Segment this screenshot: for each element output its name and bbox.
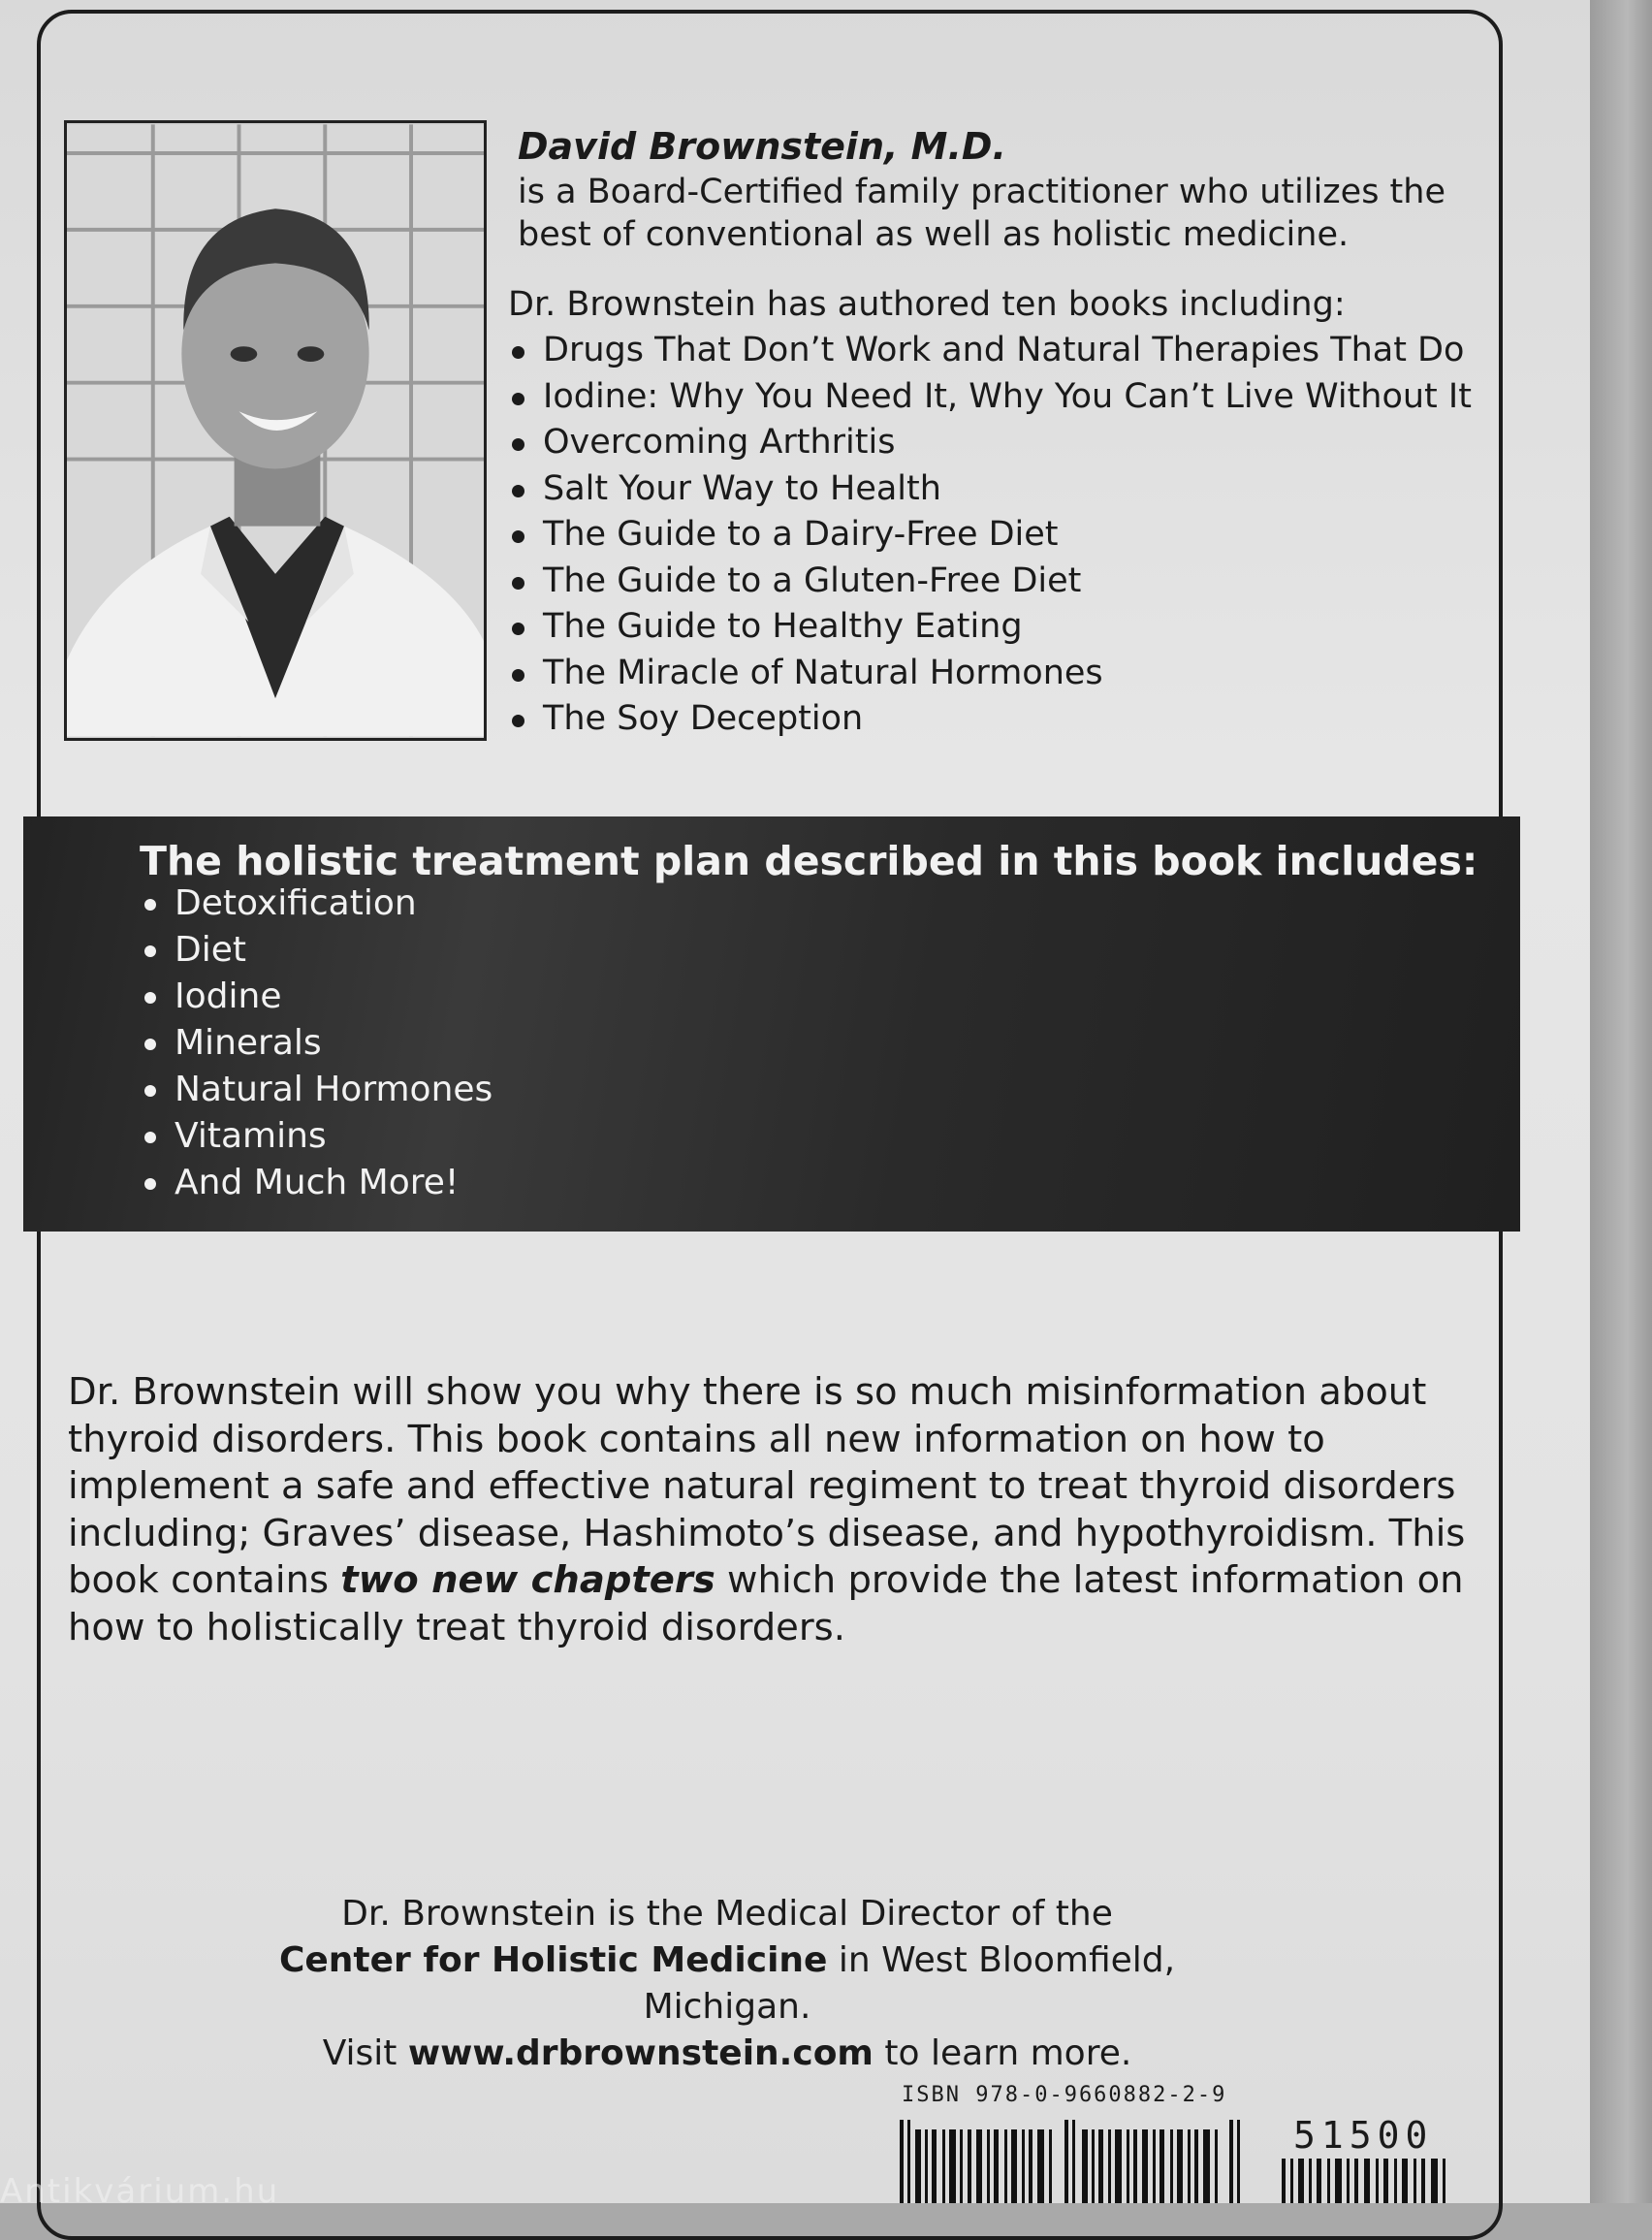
director-line: Dr. Brownstein is the Medical Director of the [341,1894,1113,1934]
treatment-item: Natural Hormones [142,1067,492,1113]
book-item: The Guide to a Dairy-Free Diet [508,512,1487,559]
visit-suffix: to learn more. [873,2033,1132,2073]
author-name: David Brownstein, M.D. [518,125,1006,168]
treatment-item: Iodine [142,974,492,1020]
website-link[interactable]: www.drbrownstein.com [407,2033,874,2073]
center-line [194,1937,1260,2031]
book-spine-edge [1590,0,1652,2203]
center-name: Center for Holistic Medicine [278,1940,828,1980]
description-emphasis: two new chapters [340,1558,715,1602]
treatment-item: Diet [142,927,492,974]
isbn-number: ISBN 978-0-9660882-2-9 [902,2083,1227,2107]
watermark-text: Antikvárium.hu [0,2172,280,2211]
book-item: The Miracle of Natural Hormones [508,651,1487,697]
description-text-end: which provide the latest information on how to holistically treat thyroid disorders. [68,1558,1464,1649]
treatment-item: Minerals [142,1020,492,1067]
treatment-heading: The holistic treatment plan described in this book includes: [140,838,1478,884]
book-item: Overcoming Arthritis [508,420,1487,466]
author-photo [64,120,487,741]
price-code: 51500 [1293,2114,1434,2157]
book-item: Iodine: Why You Need It, Why You Can’t Live Without It [508,374,1487,421]
treatment-item: And Much More! [142,1160,492,1206]
treatment-item: Detoxification [142,880,492,927]
book-item: Drugs That Don’t Work and Natural Therapies That Do [508,328,1487,374]
treatment-plan-band [23,816,1520,1232]
treatment-list [142,880,492,1206]
book-item: The Soy Deception [508,696,1487,743]
price-barcode [1282,2159,1452,2203]
visit-line [194,2031,1260,2077]
treatment-item: Vitamins [142,1113,492,1160]
book-item: Salt Your Way to Health [508,466,1487,513]
visit-prefix: Visit [322,2033,408,2073]
book-description [68,1369,1483,1651]
isbn-barcode [900,2120,1249,2203]
book-list [508,328,1487,743]
book-item: The Guide to Healthy Eating [508,604,1487,651]
center-location: in West Bloomfield, Michigan. [643,1940,1176,2027]
book-item: The Guide to a Gluten-Free Diet [508,559,1487,605]
author-intro: is a Board-Certified family practitioner who utilizes the best of conventional as well as holistic medicine. [518,173,1446,254]
books-intro: Dr. Brownstein has authored ten books including: [508,285,1346,324]
author-bio [508,122,1487,743]
director-info [194,1891,1260,2077]
description-text: Dr. Brownstein will show you why there is so much misinformation about thyroid disorders. This book contains all new information on how to implement a safe and effective natural regiment to treat thyroid disorders including; Graves’ disease, Hashimoto’s disease, and hypothyroidism. This book contains [68,1370,1466,1602]
